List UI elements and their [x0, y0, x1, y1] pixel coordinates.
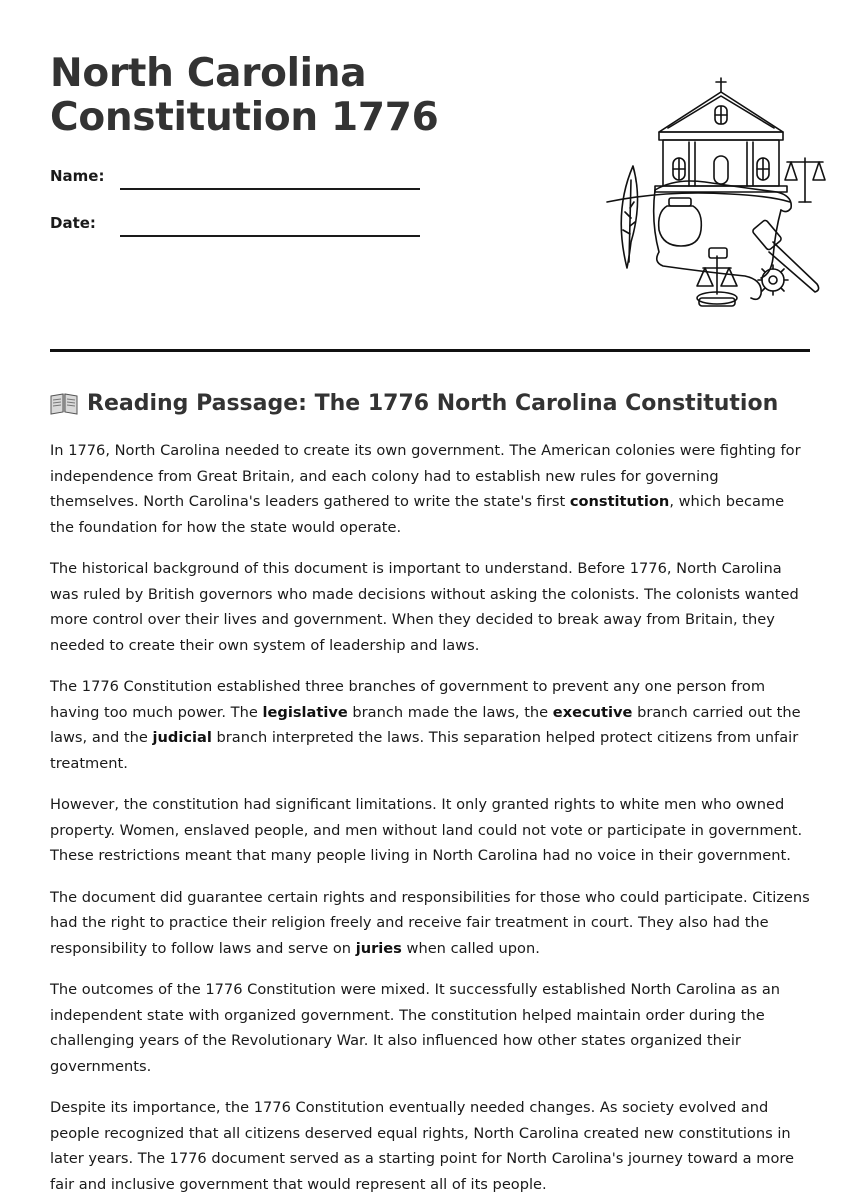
reading-passage — [50, 438, 810, 1193]
scales-bottom-icon — [697, 248, 737, 306]
ground-line-icon — [607, 193, 790, 202]
page-title — [50, 52, 438, 140]
inkwell-icon — [659, 198, 702, 246]
constitution-illustration — [555, 62, 795, 312]
vocab-term-juries: juries — [355, 939, 402, 957]
paragraph-text: branch interpreted the laws. This separation helped protect citizens from unfair treatment. — [50, 729, 799, 772]
section-heading — [50, 388, 778, 420]
title-line-2: Constitution 1776 — [50, 95, 439, 140]
paragraph-text: , which became the foundation for how the state would operate. — [50, 493, 785, 536]
worksheet-header — [50, 0, 810, 352]
vocab-term-executive: executive — [552, 703, 633, 721]
paragraph-text: The document did guarantee certain rights and responsibilities for those who could participate. Citizens had the right to practice their religion freely and receive fair treatment in court. They also had the responsibility to follow laws and serve on — [50, 888, 810, 957]
passage-paragraph-5 — [50, 885, 810, 962]
date-label: Date: — [50, 214, 96, 232]
passage-paragraph-2: The historical background of this document is important to understand. Before 1776, North Carolina was ruled by British governors who made decisions without asking the colonists. The colonists wanted more control over their lives and government. When they decided to break away from Britain, they needed to create their own system of leadership and laws. — [50, 560, 799, 654]
name-field[interactable] — [50, 166, 420, 196]
courthouse-icon — [655, 78, 787, 192]
worksheet-page — [50, 0, 810, 1193]
passage-paragraph-7: Despite its importance, the 1776 Constitution eventually needed changes. As society evolved and people recognized that all citizens deserved equal rights, North Carolina created new constitutions in later years. The 1776 document served as a starting point for North Carolina's journey toward a more fair and inclusive government that would represent all of its people. — [50, 1099, 795, 1193]
name-label: Name: — [50, 167, 105, 185]
vocab-term-legislative: legislative — [262, 703, 348, 721]
paragraph-text: The 1776 Constitution established three branches of government to prevent any one person from having too much power. The — [50, 678, 766, 721]
title-line-1: North Carolina — [50, 51, 367, 96]
header-divider — [50, 349, 810, 352]
gear-icon — [758, 265, 788, 295]
paragraph-text: branch carried out the laws, and the — [50, 703, 801, 746]
paragraph-text: branch made the laws, the — [347, 703, 553, 721]
paragraph-text: In 1776, North Carolina needed to create its own government. The American colonies were fighting for independence from Great Britain, and each colony had to establish new rules for governing themselves. North Carolina's leaders gathered to write the state's first — [50, 442, 801, 510]
paragraph-text: when called upon. — [401, 939, 540, 957]
scales-of-justice-icon — [785, 158, 825, 202]
vocab-term-constitution: constitution — [569, 493, 670, 510]
passage-paragraph-1 — [50, 438, 810, 540]
vocab-term-judicial: judicial — [152, 729, 212, 746]
date-field[interactable] — [50, 213, 420, 243]
date-write-line[interactable] — [120, 235, 420, 237]
name-write-line[interactable] — [120, 188, 420, 190]
passage-paragraph-4: However, the constitution had significant limitations. It only granted rights to white men who owned property. Women, enslaved people, and men without land could not vote or participate in government. These restrictions meant that many people living in North Carolina had no voice in their government. — [50, 796, 803, 864]
passage-paragraph-3 — [50, 674, 810, 776]
quill-icon — [621, 166, 637, 268]
open-book-icon — [50, 393, 78, 415]
passage-paragraph-6: The outcomes of the 1776 Constitution were mixed. It successfully established North Carolina as an independent state with organized government. The constitution helped maintain order during the challenging years of the Revolutionary War. It also influenced how other states organized their governments. — [50, 981, 781, 1075]
section-title-text: Reading Passage: The 1776 North Carolina Constitution — [87, 391, 779, 416]
